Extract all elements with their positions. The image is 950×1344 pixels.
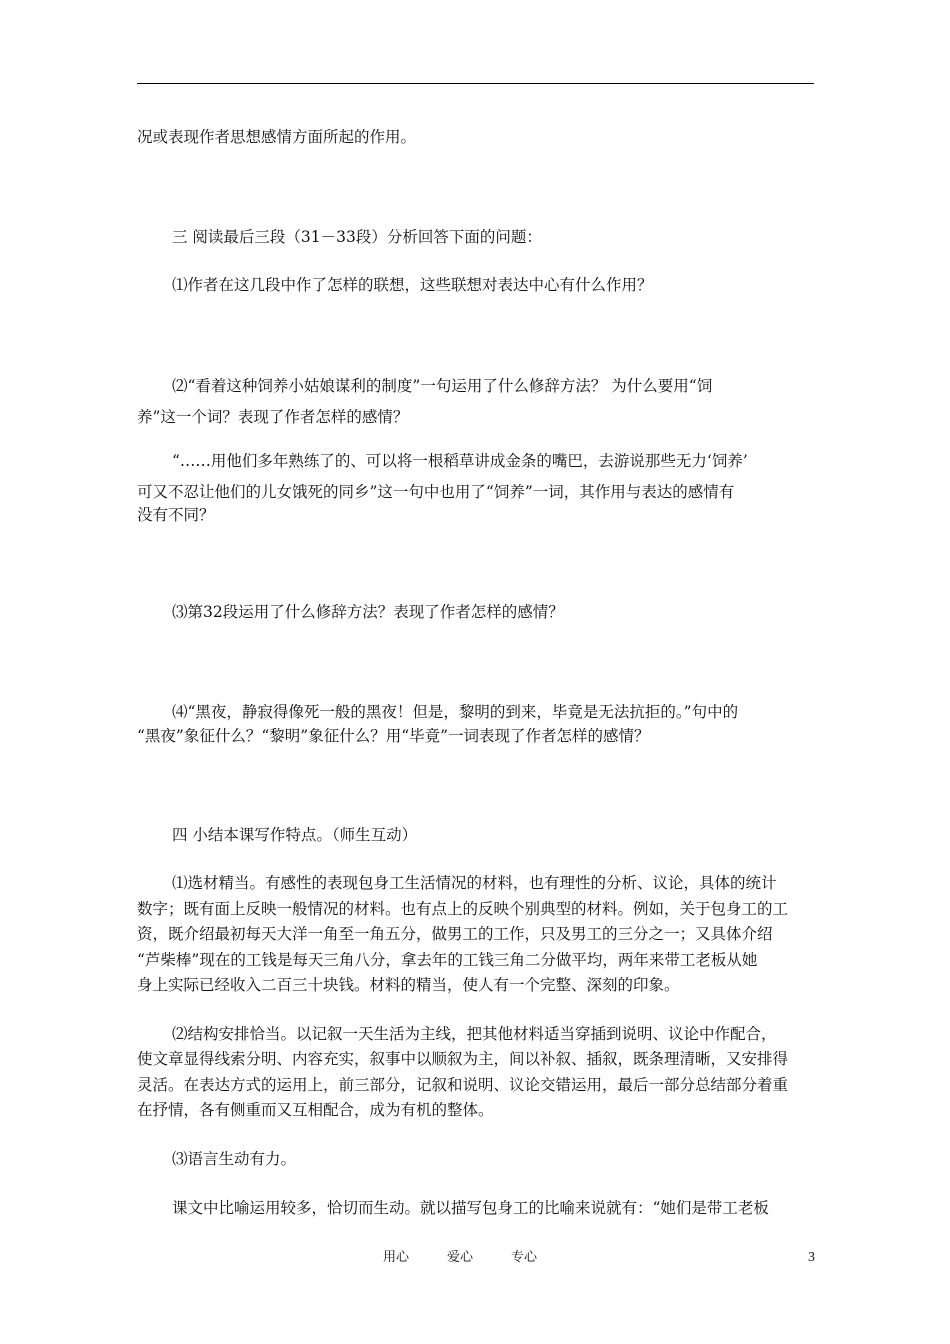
footer-motto-2: 爱心	[447, 1250, 474, 1265]
point-2-line: 灵活。在表达方式的运用上，前三部分，记叙和说明、议论交错运用，最后一部分总结部分着重	[137, 1076, 789, 1094]
question-2-line: ⑵“看着这种饲养小姑娘谋利的制度”一句运用了什么修辞方法？ 为什么要用“饲	[172, 377, 713, 395]
question-3: ⑶第32段运用了什么修辞方法？表现了作者怎样的感情？	[172, 603, 564, 621]
page-number: 3	[808, 1250, 815, 1265]
point-1-line: 身上实际已经收入二百三十块钱。材料的精当，使人有一个完整、深刻的印象。	[137, 976, 680, 994]
quote-line: 没有不同？	[137, 506, 215, 524]
question-1: ⑴作者在这几段中作了怎样的联想，这些联想对表达中心有什么作用？	[172, 276, 653, 294]
point-3-body: 课文中比喻运用较多，恰切而生动。就以描写包身工的比喻来说就有：“她们是带工老板	[172, 1199, 769, 1217]
point-1-line: ⑴选材精当。有感性的表现包身工生活情况的材料，也有理性的分析、议论，具体的统计	[172, 874, 777, 892]
point-1-line: “芦柴棒”现在的工钱是每天三角八分，拿去年的工钱三角二分做平均，两年来带工老板从她	[137, 951, 758, 969]
point-1-line: 数字；既有面上反映一般情况的材料。也有点上的反映个别典型的材料。例如，关于包身工的工	[137, 900, 789, 918]
header-rule	[137, 83, 814, 84]
quote-line: “……用他们多年熟练了的、可以将一根稻草讲成金条的嘴巴，去游说那些无力‘饲养’	[172, 452, 748, 470]
quote-line: 可又不忍让他们的儿女饿死的同乡”这一句中也用了“饲养”一词，其作用与表达的感情有	[137, 483, 735, 501]
section-heading-four: 四 小结本课写作特点。（师生互动）	[172, 826, 418, 844]
footer-motto	[383, 1249, 575, 1267]
point-2-line: ⑵结构安排恰当。以记叙一天生活为主线，把其他材料适当穿插到说明、议论中作配合，	[172, 1025, 777, 1043]
question-2-line: 养”这一个词？表现了作者怎样的感情？	[137, 408, 409, 426]
point-2-line: 在抒情，各有侧重而又互相配合，成为有机的整体。	[137, 1101, 494, 1119]
footer-motto-3: 专心	[511, 1250, 538, 1265]
point-2-line: 使文章显得线索分明、内容充实，叙事中以顺叙为主，间以补叙、插叙，既条理清晰，又安排得	[137, 1050, 789, 1068]
paragraph-continuation: 况或表现作者思想感情方面所起的作用。	[137, 128, 417, 146]
point-3: ⑶语言生动有力。	[172, 1150, 297, 1168]
question-4-line: “黑夜”象征什么？“黎明”象征什么？用“毕竟”一词表现了作者怎样的感情？	[137, 727, 650, 745]
footer-motto-1: 用心	[383, 1250, 410, 1265]
section-heading-three: 三 阅读最后三段（31－33段）分析回答下面的问题：	[172, 228, 542, 246]
question-4-line: ⑷“黑夜，静寂得像死一般的黑夜！但是，黎明的到来，毕竟是无法抗拒的。”句中的	[172, 703, 739, 721]
point-1-line: 资，既介绍最初每天大洋一角至一角五分，做男工的工作，只及男工的三分之一；又具体介绍	[137, 925, 773, 943]
